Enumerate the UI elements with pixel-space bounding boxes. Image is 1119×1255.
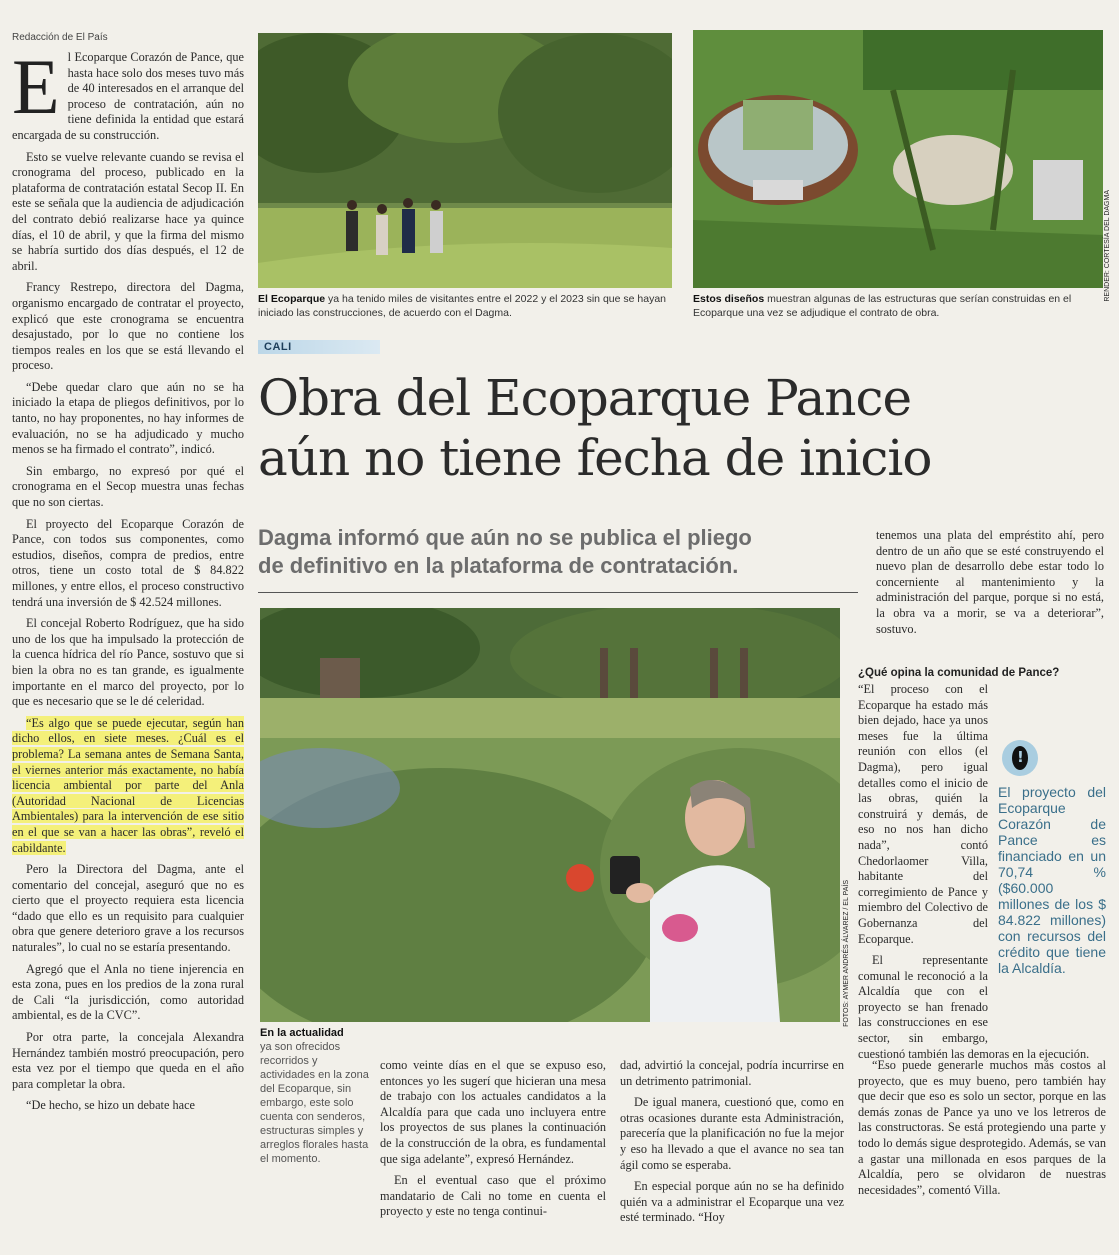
caption-lead: El Ecoparque <box>258 293 326 305</box>
paragraph: El proyecto del Ecoparque Corazón de Pance, con todos sus componentes, como estudios, diseños, compra de predios, entre otros, tiene un costo total de $ 84.822 millones, y entre ellos, el proceso constructivo tendrá una inversión de $ 42.524 millones. <box>12 516 244 609</box>
photo-credit: FOTOS: AYMER ANDRÉS ÁLVAREZ / EL PAÍS <box>843 880 850 1027</box>
subheadline <box>258 524 858 580</box>
exclamation-icon: ! <box>1002 740 1038 776</box>
caption-lead: En la actualidad <box>260 1027 344 1039</box>
headline-line-2: aún no tiene fecha de inicio <box>258 429 932 487</box>
paragraph: tenemos una plata del empréstito ahí, pero dentro de un año que se esté construyendo el nuevo plan de desarrollo debe estar todo lo concerniente al mantenimiento y la administración del parque, porque si no está, la obra va a morir, se va a deteriorar”, sostuvo. <box>876 528 1104 636</box>
paragraph: “Eso puede generarle muchos más costos al proyecto, que es muy bueno, pero también hay que decir que eso es solo un sector, porque en las demás zonas de Pance ya uno ve los letreros de las constructoras. Se está protegiendo una parte y todo lo demás sigue desprotegido. Además, se van a gastar una millonada en esos parques de la Alcaldía, pero se olvidaron de nuestras necesidades”, comentó Villa. <box>858 1058 1106 1197</box>
paragraph: En el eventual caso que el próximo mandatario de Cali no tome en cuenta el proyecto y este no tenga continui- <box>380 1173 606 1219</box>
caption-text: ya ha tenido miles de visitantes entre el 2022 y el 2023 sin que se hayan iniciado las construcciones, de acuerdo con el Dagma. <box>258 293 666 319</box>
paragraph: En especial porque aún no se ha definido quién va a administrar el Ecoparque una vez esté terminado. “Hoy <box>620 1179 844 1225</box>
left-column <box>12 43 244 1120</box>
caption-visitors <box>258 292 672 320</box>
photo-visitors <box>258 33 672 288</box>
paragraph: Francy Restrepo, directora del Dagma, organismo encargado de contratar el proyecto, explicó que este cronograma se encuentra desajustado, por lo que no contiene los tiempos reales en los que se está llevando el proceso. <box>12 280 244 373</box>
sidebar-bottom <box>858 1058 1106 1204</box>
intro-paragraph: l Ecoparque Corazón de Pance, que hasta hace solo dos meses tuvo más de 40 interesados en el arranque del proceso de contratación, aún no tiene definida la entidad que estará encargada de su construcción. <box>12 50 244 142</box>
highlighted-quote <box>12 716 244 856</box>
headline <box>258 368 1108 488</box>
paragraph: “Debe quedar claro que aún no se ha iniciado la etapa de pliegos definitivos, por lo tanto, no hay proponentes, no hay informes de evaluación, no se ha adjudicado y mucho menos se ha firmado el contrato”, indicó. <box>12 379 244 457</box>
render-credit: RENDER: CORTESÍA DEL DAGMA <box>1104 190 1111 302</box>
paragraph: De igual manera, cuestionó que, como en otras ocasiones durante esta Administración, parecería que la planificación no fue la mejor y eso ha llevado a que el avance no sea tan ágil como se esperaba. <box>620 1095 844 1172</box>
paragraph: Esto se vuelve relevante cuando se revisa el cronograma del proceso, publicado en la plataforma de contratación estatal Secop II. En este se señala que la audiencia de adjudicación del contrato debió realizarse hace ya quince días, el 10 de abril, y que la firma del mismo se habría surtido dos días después, el 12 de abril. <box>12 149 244 273</box>
bottom-column-2 <box>620 1058 844 1232</box>
caption-render <box>693 292 1103 320</box>
paragraph: “El proceso con el Ecoparque ha estado más bien dejado, hace ya unos meses fue la última reunión con ellos (el Dagma), pero igual detalles como el inicio de las obras, quién la construirá y demás, de eso no nos han dicho nada”, contó Chedorlaomer Villa, habitante del corregimiento de Pance y miembro del Colectivo de Gobernanza del Ecoparque. <box>858 682 988 946</box>
subheadline-line-1: Dagma informó que aún no se publica el pliego <box>258 525 752 550</box>
headline-line-1: Obra del Ecoparque Pance <box>258 369 912 427</box>
photo-render <box>693 30 1103 288</box>
divider <box>258 592 858 593</box>
callout-text: El proyecto del Ecoparque Corazón de Pance es financiado en un 70,74 % ($60.000 millones de los $ 84.822 millones) con recursos del crédito que tiene la Alcaldía. <box>998 784 1106 976</box>
paragraph: Agregó que el Anla no tiene injerencia en esta zona, pues en los predios de la zona rural de Cali “la jurisdicción, como autoridad ambiental, es de la CVC”. <box>12 961 244 1023</box>
caption-text: ya son ofrecidos recorridos y actividades en la zona del Ecoparque, sin embargo, este solo cuenta con senderos, estructuras simples y arreglos florales hasta el momento. <box>260 1041 369 1165</box>
paragraph: Pero la Directora del Dagma, ante el comentario del concejal, aseguró que no es cierto que el proyecto requiera esta licencia “dado que ello es un requisito para cualquier obra que genere deterioro grave a los recursos naturales”, lo cual no se estaría presentando. <box>12 862 244 955</box>
callout-box <box>998 740 1106 1038</box>
subheadline-line-2: de definitivo en la plataforma de contratación. <box>258 553 739 578</box>
section-label: CALI <box>258 340 380 354</box>
paragraph: El concejal Roberto Rodríguez, que ha sido uno de los que ha impulsado la protección de la cuenca hídrica del río Pance, sostuvo que si bien la obra no es tan grande, es igualmente importante en el marco del proyecto, por lo que es necesario que se le dé celeridad. <box>12 616 244 709</box>
photo-woman <box>260 608 840 1022</box>
caption-lead: Estos diseños <box>693 293 765 305</box>
sidebar-question: ¿Qué opina la comunidad de Pance? <box>858 667 1060 679</box>
sidebar-column <box>858 682 1106 1068</box>
right-top-column <box>876 528 1104 643</box>
paragraph: Sin embargo, no expresó por qué el cronograma en el Secop muestra unas fechas que no son ciertas. <box>12 463 244 510</box>
caption-text: muestran algunas de las estructuras que serían construidas en el Ecoparque una vez se adjudique el contrato de obra. <box>693 293 1072 319</box>
byline: Redacción de El País <box>12 32 108 43</box>
paragraph: como veinte días en el que se expuso eso, entonces yo les sugerí que hicieran una mesa de trabajo con los actuales candidatos a la Alcaldía para que cada uno incluyera entre los proyectos de sus planes la continuación de la construcción de la obra, es fundamental que siga adelante”, expresó Hernández. <box>380 1058 606 1166</box>
paragraph: El representante comunal le reconoció a la Alcaldía que con el proyecto se han frenado las construcciones en ese sector, sin embargo, cuestionó también las demoras en la ejecución. <box>858 953 1090 1061</box>
drop-cap: E <box>12 43 60 130</box>
paragraph: “De hecho, se hizo un debate hace <box>26 1098 195 1113</box>
highlighted-text: “Es algo que se puede ejecutar, según han dicho ellos, en siete meses. ¿Cuál es el problema? La semana antes de Semana Santa, el viernes anterior más exactamente, no había licencia ambiental por parte del Anla (Autoridad Nacional de Licencias Ambientales) para la intervención de ese sitio en el que se van a hacer las obras”, reveló el cabildante. <box>12 715 244 855</box>
paragraph: Por otra parte, la concejala Alexandra Hernández también mostró preocupación, pero esta vez por el tiempo que queda en el año para completar la obra. <box>12 1030 244 1091</box>
caption-woman <box>260 1026 370 1166</box>
paragraph: dad, advirtió la concejal, podría incurrirse en un detrimento patrimonial. <box>620 1058 844 1088</box>
bottom-column-1 <box>380 1058 606 1226</box>
